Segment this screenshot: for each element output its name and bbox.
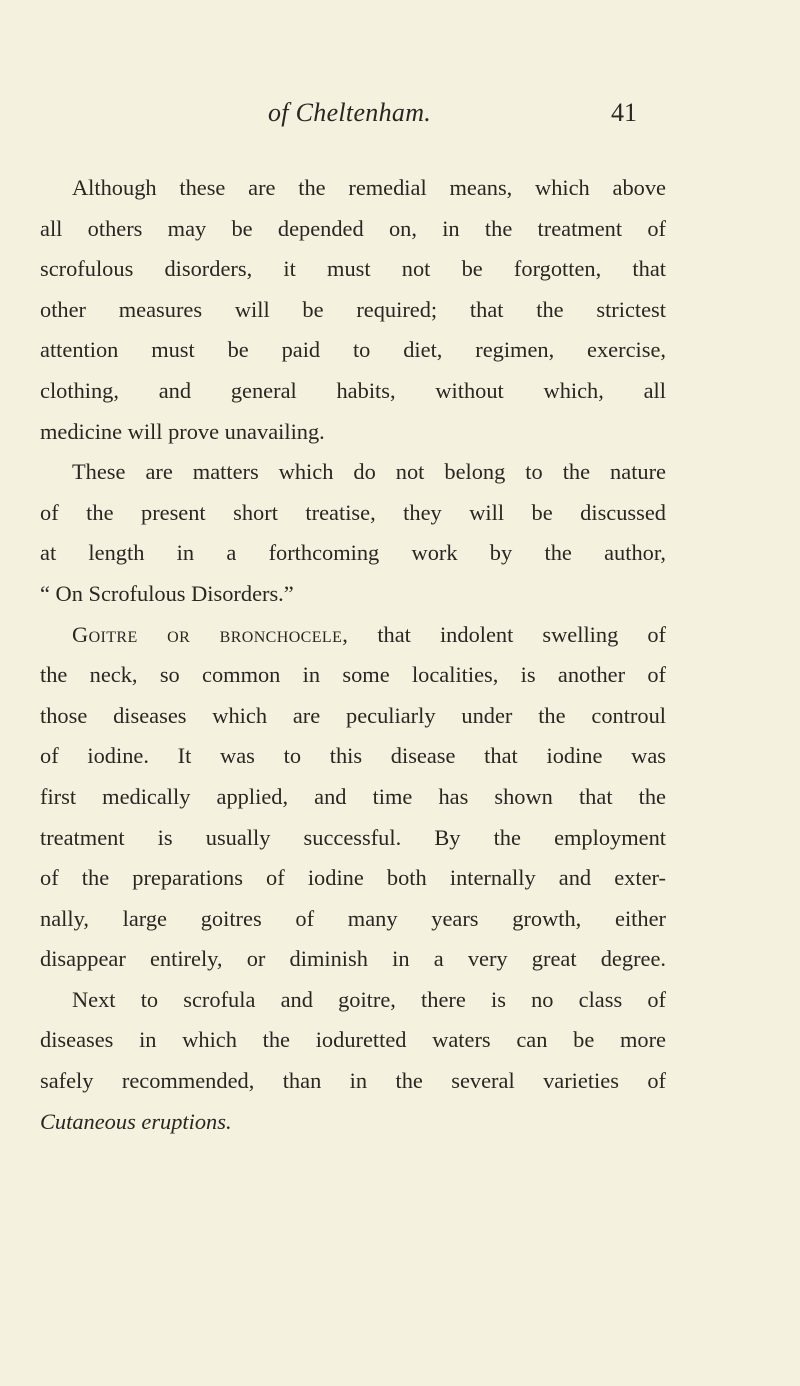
body-text (40, 168, 666, 1142)
text-line: all others may be depended on, in the treatment of (40, 215, 666, 241)
text-line: the neck, so common in some localities, is another of (40, 662, 666, 688)
goitre-heading: Goitre or bronchocele, (72, 621, 349, 647)
paragraph-3 (40, 615, 666, 980)
page-number: 41 (611, 98, 637, 127)
running-title: of Cheltenham. (268, 98, 432, 127)
text-line: safely recommended, than in the several varieties of (40, 1068, 666, 1094)
text-line: first medically applied, and time has shown that the (40, 783, 666, 809)
paragraph-2 (40, 452, 666, 614)
text-line: These are matters which do not belong to the nature (72, 459, 666, 485)
text-line-italic: Cutaneous eruptions. (40, 1108, 232, 1134)
text-line: of iodine. It was to this disease that iodine was (40, 743, 666, 769)
text-line: clothing, and general habits, without which, all (40, 377, 666, 403)
page-header (0, 98, 800, 138)
text-line: treatment is usually successful. By the employment (40, 824, 666, 850)
text-fragment: that indolent swelling of (348, 621, 666, 647)
text-line: medicine will prove unavailing. (40, 418, 325, 444)
text-line: those diseases which are peculiarly under the controul (40, 702, 666, 728)
text-line: of the preparations of iodine both internally and exter- (40, 865, 666, 891)
text-line: scrofulous disorders, it must not be forgotten, that (40, 256, 666, 282)
paragraph-4 (40, 980, 666, 1142)
text-line: “ On Scrofulous Disorders.” (40, 580, 294, 606)
text-line: other measures will be required; that the strictest (40, 296, 666, 322)
text-line: at length in a forthcoming work by the author, (40, 540, 666, 566)
text-line: attention must be paid to diet, regimen, exercise, (40, 337, 666, 363)
text-line-with-heading (40, 615, 666, 656)
text-line: disappear entirely, or diminish in a very great degree. (40, 946, 666, 972)
text-line: Next to scrofula and goitre, there is no class of (72, 986, 666, 1012)
text-line: diseases in which the ioduretted waters can be more (40, 1027, 666, 1053)
paragraph-1 (40, 168, 666, 452)
text-line: Although these are the remedial means, which above (72, 175, 666, 200)
text-line: of the present short treatise, they will be discussed (40, 499, 666, 525)
text-line: nally, large goitres of many years growth, either (40, 905, 666, 931)
